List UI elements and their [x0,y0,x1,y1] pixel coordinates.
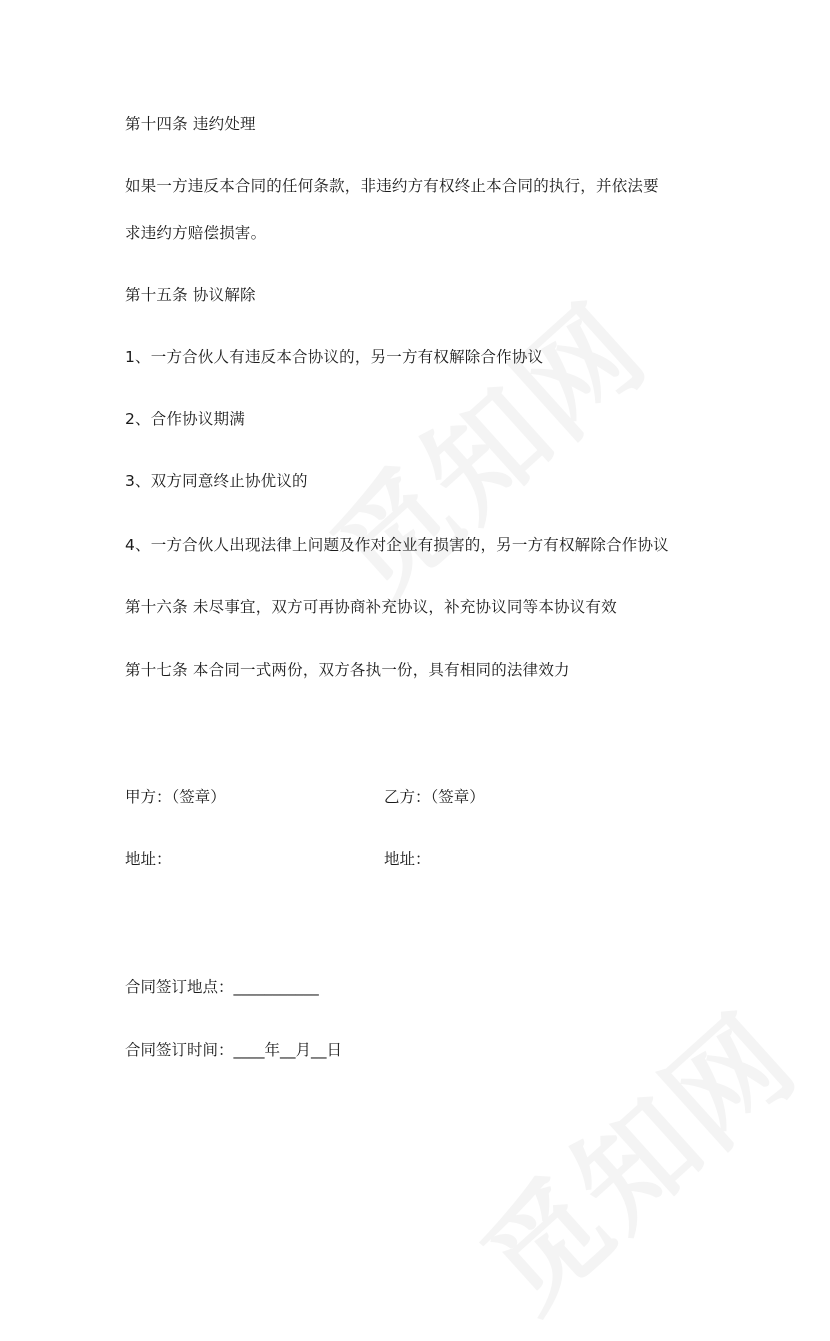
article-16: 第十六条 未尽事宜，双方可再协商补充协议，补充协议同等本协议有效 [125,598,617,616]
party-a-signature: 甲方：（签章） [125,788,226,806]
party-b-signature: 乙方：（签章） [384,788,485,806]
article-15-item: 3、双方同意终止协优议的 [125,472,308,490]
watermark-logo [440,969,826,1340]
article-15-item: 4、一方合伙人出现法律上问题及作对企业有损害的，另一方有权解除合作协议 [125,536,669,554]
article-17: 第十七条 本合同一式两份，双方各执一份，具有相同的法律效力 [125,661,570,679]
party-a-address: 地址： [125,850,172,868]
watermark-logo [290,259,676,630]
party-b-address: 地址： [384,850,431,868]
article-14-body-line-1: 如果一方违反本合同的任何条款，非违约方有权终止本合同的执行，并依法要 [125,177,659,195]
article-14-title: 第十四条 违约处理 [125,115,256,133]
signing-time: 合同签订时间：____年__月__日 [125,1041,343,1059]
signing-place: 合同签订地点：___________ [125,978,319,996]
article-15-item: 2、合作协议期满 [125,410,245,428]
article-15-item: 1、一方合伙人有违反本合协议的，另一方有权解除合作协议 [125,348,544,366]
article-14-body-line-2: 求违约方赔偿损害。 [125,224,267,242]
article-15-title: 第十五条 协议解除 [125,286,256,304]
